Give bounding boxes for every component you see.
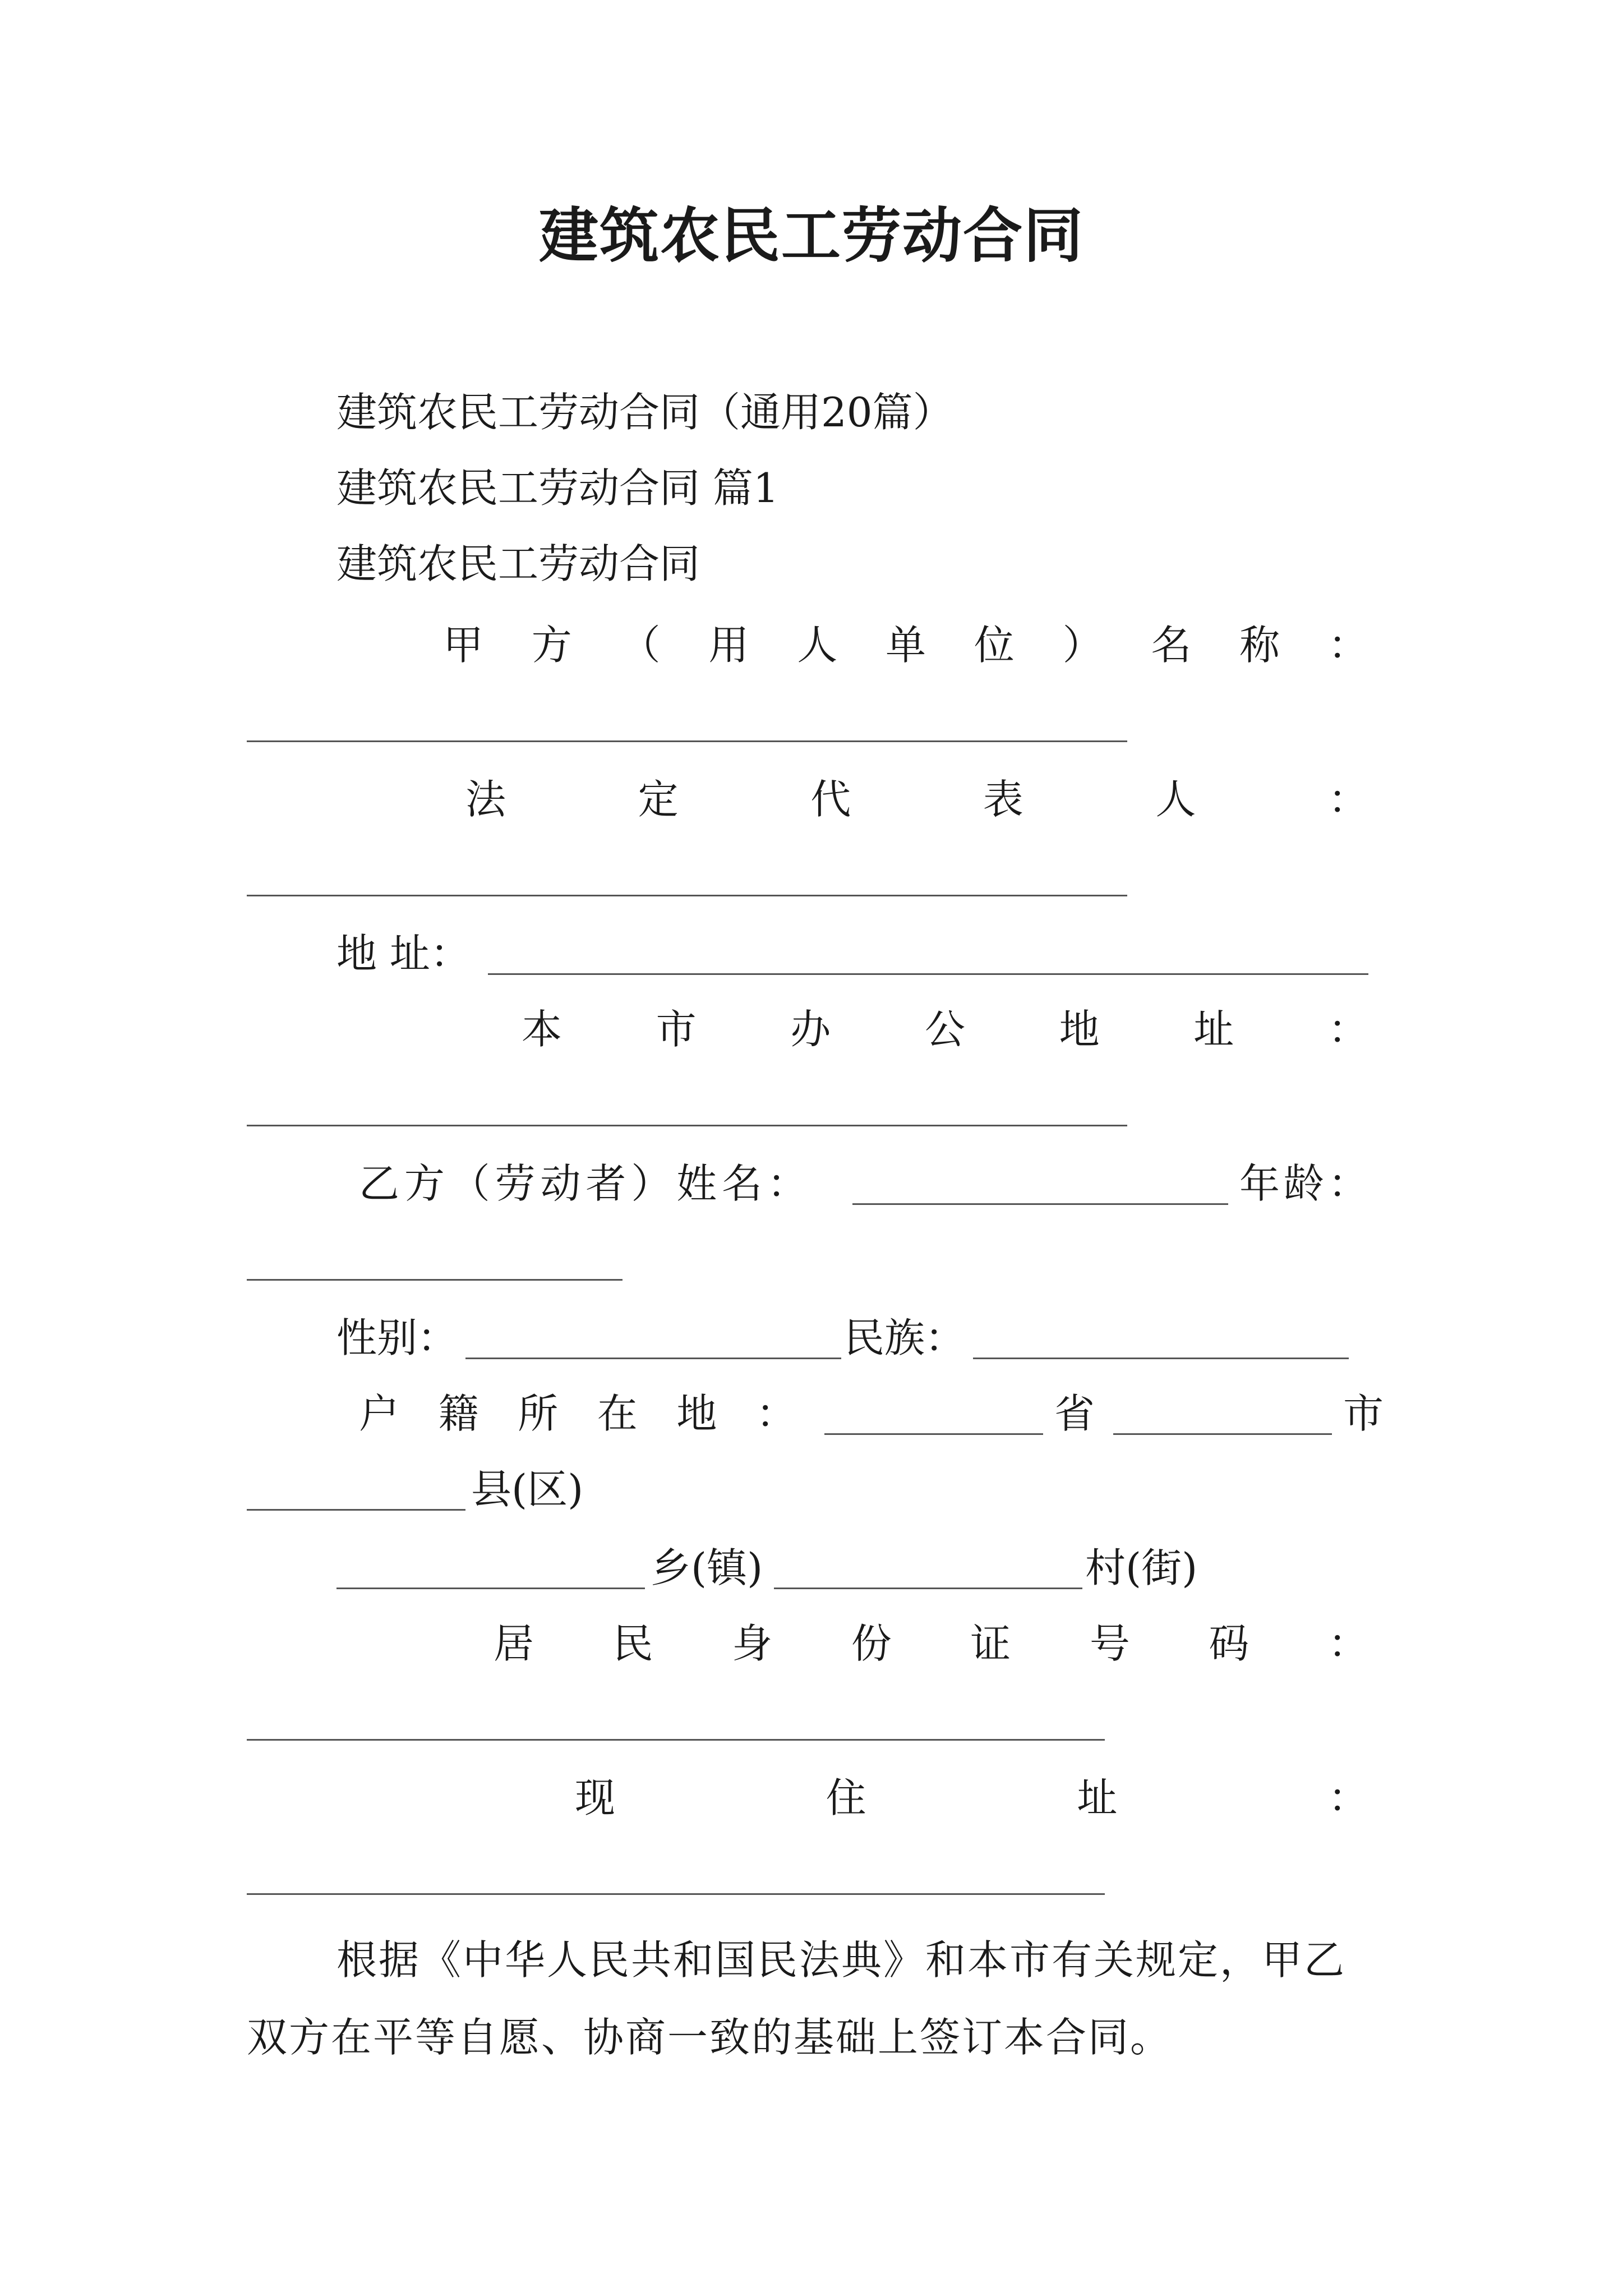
village-blank[interactable] — [774, 1588, 1082, 1589]
city-blank[interactable] — [1113, 1433, 1332, 1435]
party-b-name-label: 乙 方 （ 劳 动 者 ） 姓 名 ： — [359, 1160, 808, 1207]
ethnicity-blank[interactable] — [973, 1358, 1349, 1359]
id-number-blank[interactable] — [247, 1739, 1105, 1741]
province-blank[interactable] — [824, 1433, 1043, 1435]
address-label: 地 址： — [336, 930, 471, 977]
township-label: 乡(镇) — [651, 1544, 763, 1591]
preamble-paragraph: 根据《中华人民共和国民法典》和本市有关规定，甲乙双方在平等自愿、协商一致的基础上签订本合同。 — [247, 1936, 1347, 2061]
id-number-label: 居 民 身 份 证 号 码 ： — [494, 1620, 1368, 1667]
current-address-label: 现 住 址 ： — [575, 1774, 1368, 1821]
province-label: 省 — [1054, 1390, 1095, 1437]
ethnicity-label: 民族： — [844, 1314, 966, 1361]
county-blank[interactable] — [247, 1509, 465, 1511]
article-heading: 建筑农民工劳动合同 篇1 — [336, 464, 779, 512]
legal-representative-blank[interactable] — [247, 895, 1127, 896]
age-label: 年 龄 ： — [1239, 1160, 1368, 1207]
legal-representative-label: 法 定 代 表 人 ： — [465, 776, 1368, 823]
domicile-label: 户 籍 所 在 地 ： — [359, 1390, 796, 1437]
current-address-blank[interactable] — [247, 1893, 1105, 1895]
party-a-name-blank[interactable] — [247, 740, 1127, 742]
office-address-blank[interactable] — [247, 1125, 1127, 1126]
city-label: 市 — [1343, 1390, 1384, 1437]
county-label: 县(区) — [471, 1466, 584, 1513]
age-blank[interactable] — [247, 1279, 623, 1281]
gender-blank[interactable] — [465, 1358, 841, 1359]
contract-name: 建筑农民工劳动合同 — [336, 540, 700, 587]
party-b-name-blank[interactable] — [852, 1203, 1228, 1205]
document-title: 建筑农民工劳动合同 — [539, 200, 1084, 270]
collection-subtitle: 建筑农民工劳动合同（通用20篇） — [336, 389, 953, 436]
village-label: 村(街) — [1085, 1544, 1198, 1591]
office-address-label: 本 市 办 公 地 址 ： — [522, 1006, 1368, 1053]
party-a-name-label: 甲 方 （ 用 人 单 位 ） 名 称 ： — [443, 622, 1368, 669]
township-blank[interactable] — [336, 1588, 645, 1589]
address-blank[interactable] — [488, 973, 1368, 975]
gender-label: 性别： — [336, 1314, 458, 1361]
